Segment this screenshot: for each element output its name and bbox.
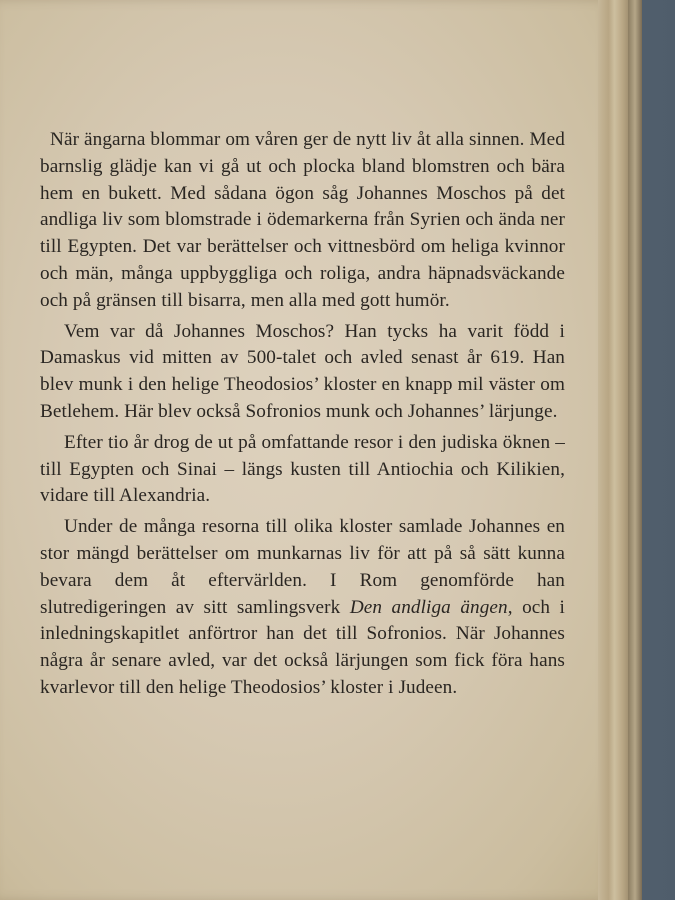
paragraph-4-end: , och i inledningskapitlet anförtror han det till Sofronios. När Johannes några år senare avled, var det också lärjungen som fick föra hans kvarlevor till den helige Theodosios’ kloster i Judeen. (40, 596, 565, 698)
book-cover-edge (628, 0, 642, 900)
book-title-italic: Den andliga ängen (349, 596, 508, 618)
page-stack-edge (598, 0, 628, 900)
paragraph-2: Vem var då Johannes Moschos? Han tycks ha varit född i Damaskus vid mitten av 500-talet och avled senast år 619. Han blev munk i den helige Theodosios’ kloster en knapp mil väster om Betlehem. Här blev också Sofronios munk och Johannes’ lärjunge. (40, 320, 565, 422)
paragraph-4-start: Under de många resorna till olika kloster samlade Johannes en stor mängd berättelser om munkarnas liv för att på så sätt kunna bevara dem åt eftervärlden. I Rom genomförde han slutredigeringen av sitt samlingsverk (40, 516, 565, 618)
paragraph-1: När ängarna blommar om våren ger de nytt liv åt alla sinnen. Med barnslig glädje kan vi gå ut och plocka bland blomstren och bära hem en bukett. Med sådana ögon såg Johannes Moschos på det andliga liv som blomstrade i ödemarkerna från Syrien och ända ner till Egypten. Det var berättelser och vittnesbörd om heliga kvinnor och män, många uppbyggliga och roliga, andra häpnadsväckande och på gränsen till bisarra, men alla med gott humör. (40, 129, 565, 311)
paragraph-4 (40, 514, 565, 702)
body-text (40, 127, 565, 702)
paragraph-3: Efter tio år drog de ut på omfattande resor i den judiska öknen – till Egypten och Sinai – längs kusten till Antiochia och Kilikien, vidare till Alexandria. (40, 431, 565, 507)
